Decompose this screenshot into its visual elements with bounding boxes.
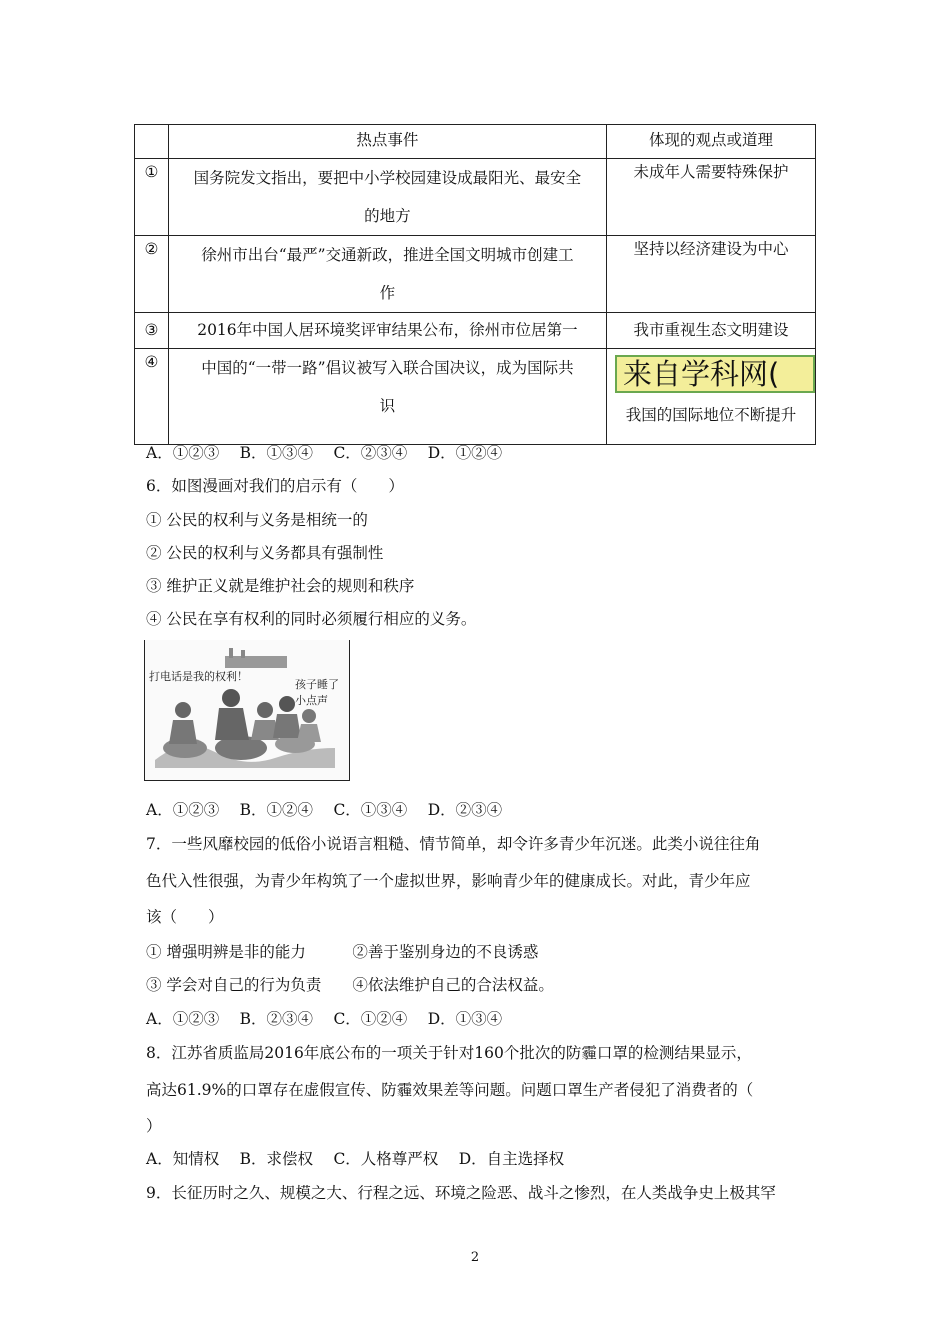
row-num: ② <box>135 236 169 313</box>
speech-bubble-right-l2: 小点声 <box>295 694 328 707</box>
table-row <box>135 313 816 349</box>
q7-options: A．①②③ B．②③④ C．①②④ D．①③④ <box>146 1010 503 1028</box>
q7-items-2: ③ 学会对自己的行为负责 ④依法维护自己的合法权益。 <box>146 976 554 994</box>
speech-bubble-right-l1: 孩子睡了 <box>295 678 339 691</box>
row-point: 坚持以经济建设为中心 <box>607 236 816 313</box>
cartoon-drawing <box>145 640 349 780</box>
q7-line-2: 色代入性很强，为青少年构筑了一个虚拟世界，影响青少年的健康成长。对此，青少年应 <box>146 872 751 890</box>
q8-line-1: 8．江苏省质监局2016年底公布的一项关于针对160个批次的防霾口罩的检测结果显示， <box>146 1044 752 1062</box>
row-num: ③ <box>135 313 169 349</box>
speech-bubble-left: 打电话是我的权利！ <box>149 670 248 683</box>
q7-items-1: ① 增强明辨是非的能力 ②善于鉴别身边的不良诱惑 <box>146 943 539 961</box>
row-event: 2016年中国人居环境奖评审结果公布，徐州市位居第一 <box>168 313 606 349</box>
row-event-line1: 国务院发文指出，要把中小学校园建设成最阳光、最安全 <box>193 169 582 187</box>
q7-line-1: 7．一些风靡校园的低俗小说语言粗糙、情节简单，却令许多青少年沉迷。此类小说往往角 <box>146 835 761 853</box>
table-header-event: 热点事件 <box>168 125 606 159</box>
q6-item-1: ① 公民的权利与义务是相统一的 <box>146 511 368 529</box>
row-num: ① <box>135 159 169 236</box>
q9-line-1: 9．长征历时之久、规模之大、行程之远、环境之险恶、战斗之惨烈，在人类战争史上极其罕 <box>146 1184 776 1202</box>
row-event <box>168 236 606 313</box>
row-event <box>168 349 606 445</box>
page-number: 2 <box>470 1250 480 1265</box>
q8-line-2: 高达61.9%的口罩存在虚假宣传、防霾效果差等问题。问题口罩生产者侵犯了消费者的（ <box>146 1081 754 1099</box>
q6-options: A．①②③ B．①②④ C．①③④ D．②③④ <box>146 801 503 819</box>
table-row <box>135 236 816 313</box>
row-event-line2: 识 <box>379 397 396 415</box>
cartoon-image <box>144 640 350 781</box>
row-event-line2: 作 <box>379 284 396 302</box>
q6-stem: 6．如图漫画对我们的启示有（ ） <box>146 477 404 495</box>
q6-item-4: ④ 公民在享有权利的同时必须履行相应的义务。 <box>146 610 477 628</box>
q7-line-3: 该（ ） <box>146 908 224 926</box>
q5-options: A．①②③ B．①③④ C．②③④ D．①②④ <box>146 444 503 462</box>
table-header-point: 体现的观点或道理 <box>607 125 816 159</box>
q8-line-3: ） <box>146 1117 162 1135</box>
hot-events-table <box>134 124 816 445</box>
row-event-line1: 徐州市出台“最严”交通新政，推进全国文明城市创建工 <box>201 246 574 264</box>
q8-options: A．知情权 B．求偿权 C．人格尊严权 D．自主选择权 <box>146 1150 565 1168</box>
row-point-cell <box>607 349 816 445</box>
row-event-line1: 中国的“一带一路”倡议被写入联合国决议，成为国际共 <box>201 359 574 377</box>
row-point: 我国的国际地位不断提升 <box>625 406 797 424</box>
table-header-num <box>135 125 169 159</box>
table-row <box>135 349 816 445</box>
row-event-line2: 的地方 <box>364 207 411 225</box>
row-num: ④ <box>135 349 169 445</box>
watermark-logo: 来自学科网( <box>615 355 815 393</box>
row-point: 未成年人需要特殊保护 <box>607 159 816 236</box>
q6-item-2: ② 公民的权利与义务都具有强制性 <box>146 544 384 562</box>
q6-item-3: ③ 维护正义就是维护社会的规则和秩序 <box>146 577 415 595</box>
row-point: 我市重视生态文明建设 <box>607 313 816 349</box>
table-row <box>135 159 816 236</box>
row-event <box>168 159 606 236</box>
